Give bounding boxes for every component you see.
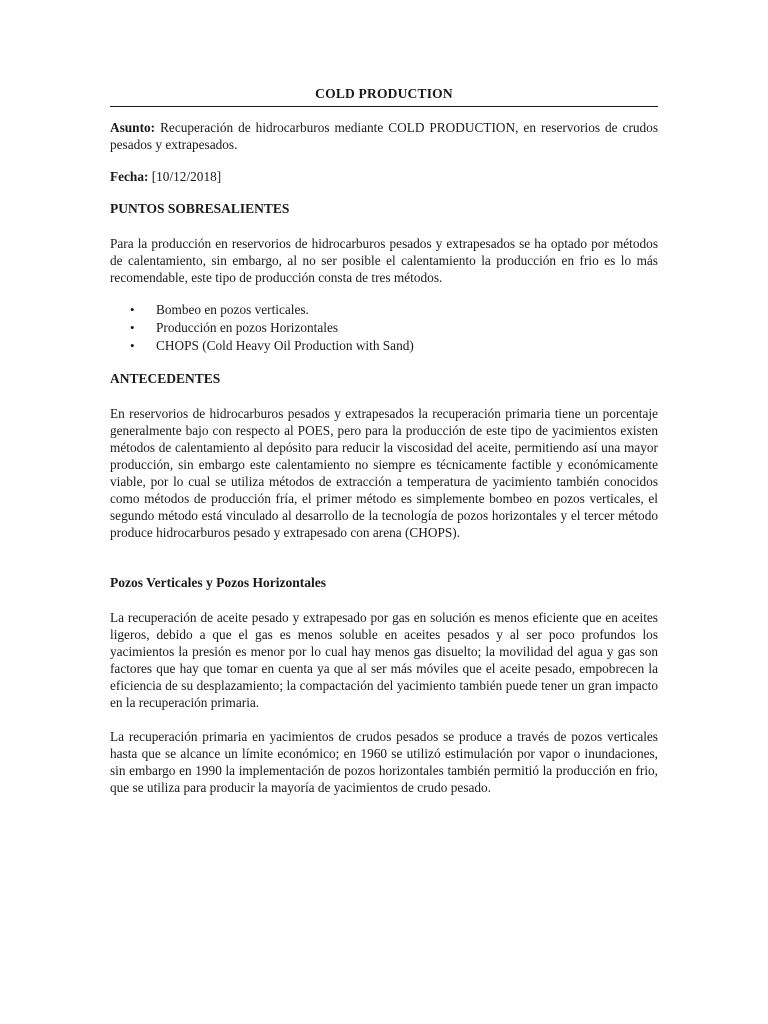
- section-heading-puntos: PUNTOS SOBRESALIENTES: [110, 201, 290, 216]
- list-item: • CHOPS (Cold Heavy Oil Production with Sand): [130, 338, 414, 353]
- title-rule: [110, 106, 658, 107]
- methods-list: [110, 301, 658, 355]
- section-heading-antecedentes: ANTECEDENTES: [110, 371, 221, 386]
- paragraph-puntos: Para la producción en reservorios de hidrocarburos pesados y extrapesados se ha optado por métodos de calentamiento, sin embargo, al no ser posible el calentamiento la producción en frio es lo más recomendable, este tipo de producción consta de tres métodos.: [110, 236, 658, 285]
- paragraph-antecedentes: En reservorios de hidrocarburos pesados y extrapesados la recuperación primaria tiene un porcentaje generalmente bajo con respecto al POES, pero para la producción de este tipo de yacimientos existen métodos de calentamiento al depósito para reducir la viscosidad del aceite, permitiendo así una mayor producción, sin embargo este calentamiento no siempre es técnicamente factible y económicamente viable, por lo cual se utiliza métodos de extracción a temperatura de yacimiento también conocidos como métodos de producción fría, el primer método es simplemente bombeo en pozos verticales, el segundo método está vinculado al desarrollo de la tecnología de pozos horizontales y el tercer método produce hidrocarburos pesado y extrapesado con arena (CHOPS).: [110, 406, 658, 540]
- paragraph-pozos-1: La recuperación de aceite pesado y extrapesado por gas en solución es menos eficiente que en aceites ligeros, debido a que el gas es menos soluble en aceites pesados y al ser poco profundos los yacimientos la presión es menor por lo cual hay menos gas disuelto; la movilidad del agua y gas son factores que hay que tomar en cuenta ya que al ser más móviles que el aceite pesado, empobrecen la eficiencia de su desplazamiento; la compactación del yacimiento también puede tener un gran impacto en la recuperación primaria.: [110, 610, 658, 710]
- section-heading-pozos: Pozos Verticales y Pozos Horizontales: [110, 575, 326, 590]
- bullet-icon: •: [130, 320, 135, 335]
- document-title: COLD PRODUCTION: [315, 86, 453, 101]
- subject-label: Asunto:: [110, 120, 156, 135]
- subject-line: [110, 119, 658, 153]
- date-value: [10/12/2018]: [148, 169, 222, 184]
- subject-text: Recuperación de hidrocarburos mediante COLD PRODUCTION, en reservorios de crudos pesados y extrapesados.: [110, 120, 658, 152]
- list-item: • Producción en pozos Horizontales: [130, 320, 339, 335]
- date-line: [110, 168, 658, 185]
- bullet-icon: •: [130, 302, 135, 317]
- paragraph-pozos-2: La recuperación primaria en yacimientos de crudos pesados se produce a través de pozos verticales hasta que se alcance un límite económico; en 1960 se utilizó estimulación por vapor o inundaciones, sin embargo en 1990 la implementación de pozos horizontales también permitió la producción en frio, que se utiliza para producir la mayoría de yacimientos de crudo pesado.: [110, 729, 658, 795]
- list-item: • Bombeo en pozos verticales.: [130, 302, 309, 317]
- document-body: [110, 84, 658, 796]
- bullet-icon: •: [130, 338, 135, 353]
- date-label: Fecha:: [110, 169, 149, 184]
